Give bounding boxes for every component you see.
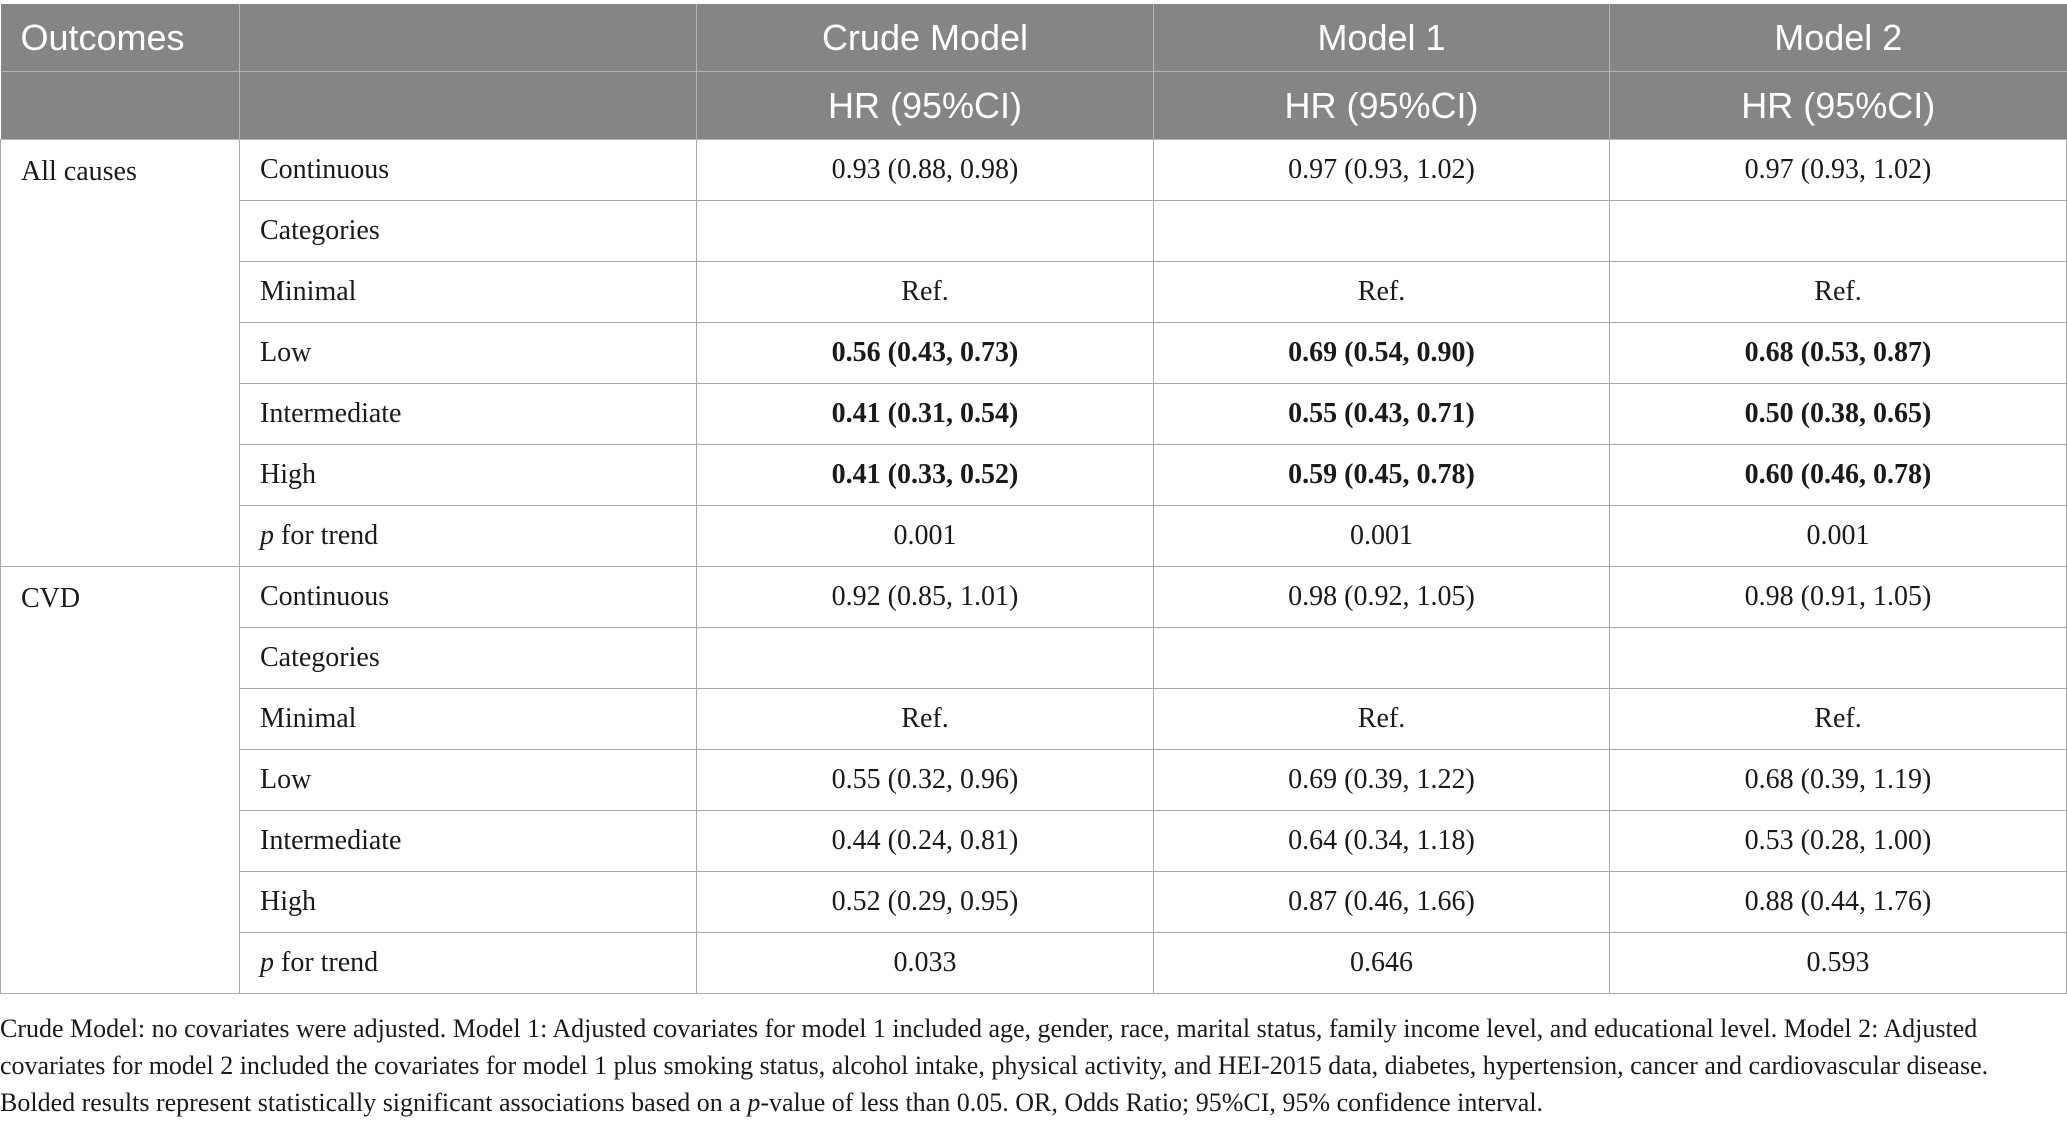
- value-cell: Ref.: [1610, 262, 2067, 323]
- value-cell: 0.53 (0.28, 1.00): [1610, 811, 2067, 872]
- table-body: [1, 140, 2067, 994]
- value-cell: 0.001: [1154, 506, 1610, 567]
- value-cell: 0.69 (0.54, 0.90): [1154, 323, 1610, 384]
- row-label-italic: p: [260, 520, 274, 551]
- footnote-line: Crude Model: no covariates were adjusted. Model 1: Adjusted covariates for model 1 included age, gender, race, marital status, family income level, and educational level. Model 2: Adjusted: [0, 1014, 1978, 1043]
- value-cell: 0.68 (0.53, 0.87): [1610, 323, 2067, 384]
- row-label-italic: p: [260, 947, 274, 978]
- value-cell: 0.44 (0.24, 0.81): [697, 811, 1154, 872]
- table-row: [1, 445, 2067, 506]
- value-cell: 0.59 (0.45, 0.78): [1154, 445, 1610, 506]
- hazard-ratio-table: [0, 4, 2067, 994]
- value-cell: 0.55 (0.32, 0.96): [697, 750, 1154, 811]
- row-label: Continuous: [240, 567, 697, 628]
- table-header: [1, 4, 2067, 140]
- subheader-blank: [240, 72, 697, 140]
- value-cell: 0.41 (0.31, 0.54): [697, 384, 1154, 445]
- footnote-line: covariates for model 2 included the covariates for model 1 plus smoking status, alcohol intake, physical activity, and HEI-2015 data, diabetes, hypertension, cancer and cardiovascular disease.: [0, 1051, 1989, 1080]
- header-outcomes: Outcomes: [1, 4, 240, 72]
- row-label: Low: [240, 323, 697, 384]
- subheader-hr-model-1: HR (95%CI): [1154, 72, 1610, 140]
- value-cell: 0.92 (0.85, 1.01): [697, 567, 1154, 628]
- value-cell: 0.88 (0.44, 1.76): [1610, 872, 2067, 933]
- row-label: [240, 933, 697, 994]
- value-cell: Ref.: [697, 262, 1154, 323]
- table-row: [1, 506, 2067, 567]
- row-label-rest: for trend: [274, 947, 379, 978]
- table-row: [1, 262, 2067, 323]
- value-cell: 0.593: [1610, 933, 2067, 994]
- table-row: [1, 811, 2067, 872]
- value-cell: 0.56 (0.43, 0.73): [697, 323, 1154, 384]
- value-cell: Ref.: [1154, 262, 1610, 323]
- header-model-2: Model 2: [1610, 4, 2067, 72]
- value-cell: 0.52 (0.29, 0.95): [697, 872, 1154, 933]
- value-cell: 0.41 (0.33, 0.52): [697, 445, 1154, 506]
- value-cell: 0.93 (0.88, 0.98): [697, 140, 1154, 201]
- value-cell: 0.60 (0.46, 0.78): [1610, 445, 2067, 506]
- value-cell: 0.69 (0.39, 1.22): [1154, 750, 1610, 811]
- value-cell: 0.97 (0.93, 1.02): [1610, 140, 2067, 201]
- header-blank: [240, 4, 697, 72]
- row-label-rest: for trend: [274, 520, 379, 551]
- row-label: Intermediate: [240, 811, 697, 872]
- subheader-hr-crude: HR (95%CI): [697, 72, 1154, 140]
- table-row: [1, 323, 2067, 384]
- table-row: [1, 872, 2067, 933]
- value-cell: 0.55 (0.43, 0.71): [1154, 384, 1610, 445]
- value-cell: 0.87 (0.46, 1.66): [1154, 872, 1610, 933]
- table-row: [1, 750, 2067, 811]
- header-crude-model: Crude Model: [697, 4, 1154, 72]
- table-row: [1, 567, 2067, 628]
- table-row: [1, 933, 2067, 994]
- value-cell: Ref.: [1154, 689, 1610, 750]
- footnote-text: Bolded results represent statistically significant associations based on a: [0, 1088, 748, 1117]
- value-cell: [1610, 628, 2067, 689]
- outcome-cell: All causes: [1, 140, 240, 567]
- value-cell: [1610, 201, 2067, 262]
- row-label: Categories: [240, 201, 697, 262]
- footnote-text: -value of less than 0.05. OR, Odds Ratio; 95%CI, 95% confidence interval.: [760, 1088, 1544, 1117]
- footnote-line: [0, 1084, 2050, 1121]
- footnote-italic-p: p: [747, 1088, 761, 1117]
- outcome-cell: CVD: [1, 567, 240, 994]
- value-cell: 0.97 (0.93, 1.02): [1154, 140, 1610, 201]
- value-cell: [697, 201, 1154, 262]
- value-cell: Ref.: [1610, 689, 2067, 750]
- row-label: Intermediate: [240, 384, 697, 445]
- row-label: Categories: [240, 628, 697, 689]
- value-cell: 0.001: [1610, 506, 2067, 567]
- table-row: [1, 201, 2067, 262]
- row-label: Low: [240, 750, 697, 811]
- table-row: [1, 689, 2067, 750]
- value-cell: 0.98 (0.92, 1.05): [1154, 567, 1610, 628]
- value-cell: 0.98 (0.91, 1.05): [1610, 567, 2067, 628]
- header-row: [1, 4, 2067, 72]
- value-cell: [1154, 628, 1610, 689]
- value-cell: 0.68 (0.39, 1.19): [1610, 750, 2067, 811]
- value-cell: 0.64 (0.34, 1.18): [1154, 811, 1610, 872]
- table-footnote: [0, 1010, 2050, 1121]
- table-row: [1, 384, 2067, 445]
- value-cell: [1154, 201, 1610, 262]
- value-cell: 0.50 (0.38, 0.65): [1610, 384, 2067, 445]
- subheader-row: [1, 72, 2067, 140]
- row-label: Minimal: [240, 689, 697, 750]
- value-cell: 0.646: [1154, 933, 1610, 994]
- value-cell: 0.033: [697, 933, 1154, 994]
- subheader-blank: [1, 72, 240, 140]
- header-model-1: Model 1: [1154, 4, 1610, 72]
- value-cell: Ref.: [697, 689, 1154, 750]
- row-label: High: [240, 872, 697, 933]
- value-cell: [697, 628, 1154, 689]
- row-label: [240, 506, 697, 567]
- row-label: Continuous: [240, 140, 697, 201]
- table-row: [1, 140, 2067, 201]
- value-cell: 0.001: [697, 506, 1154, 567]
- table-row: [1, 628, 2067, 689]
- row-label: Minimal: [240, 262, 697, 323]
- subheader-hr-model-2: HR (95%CI): [1610, 72, 2067, 140]
- row-label: High: [240, 445, 697, 506]
